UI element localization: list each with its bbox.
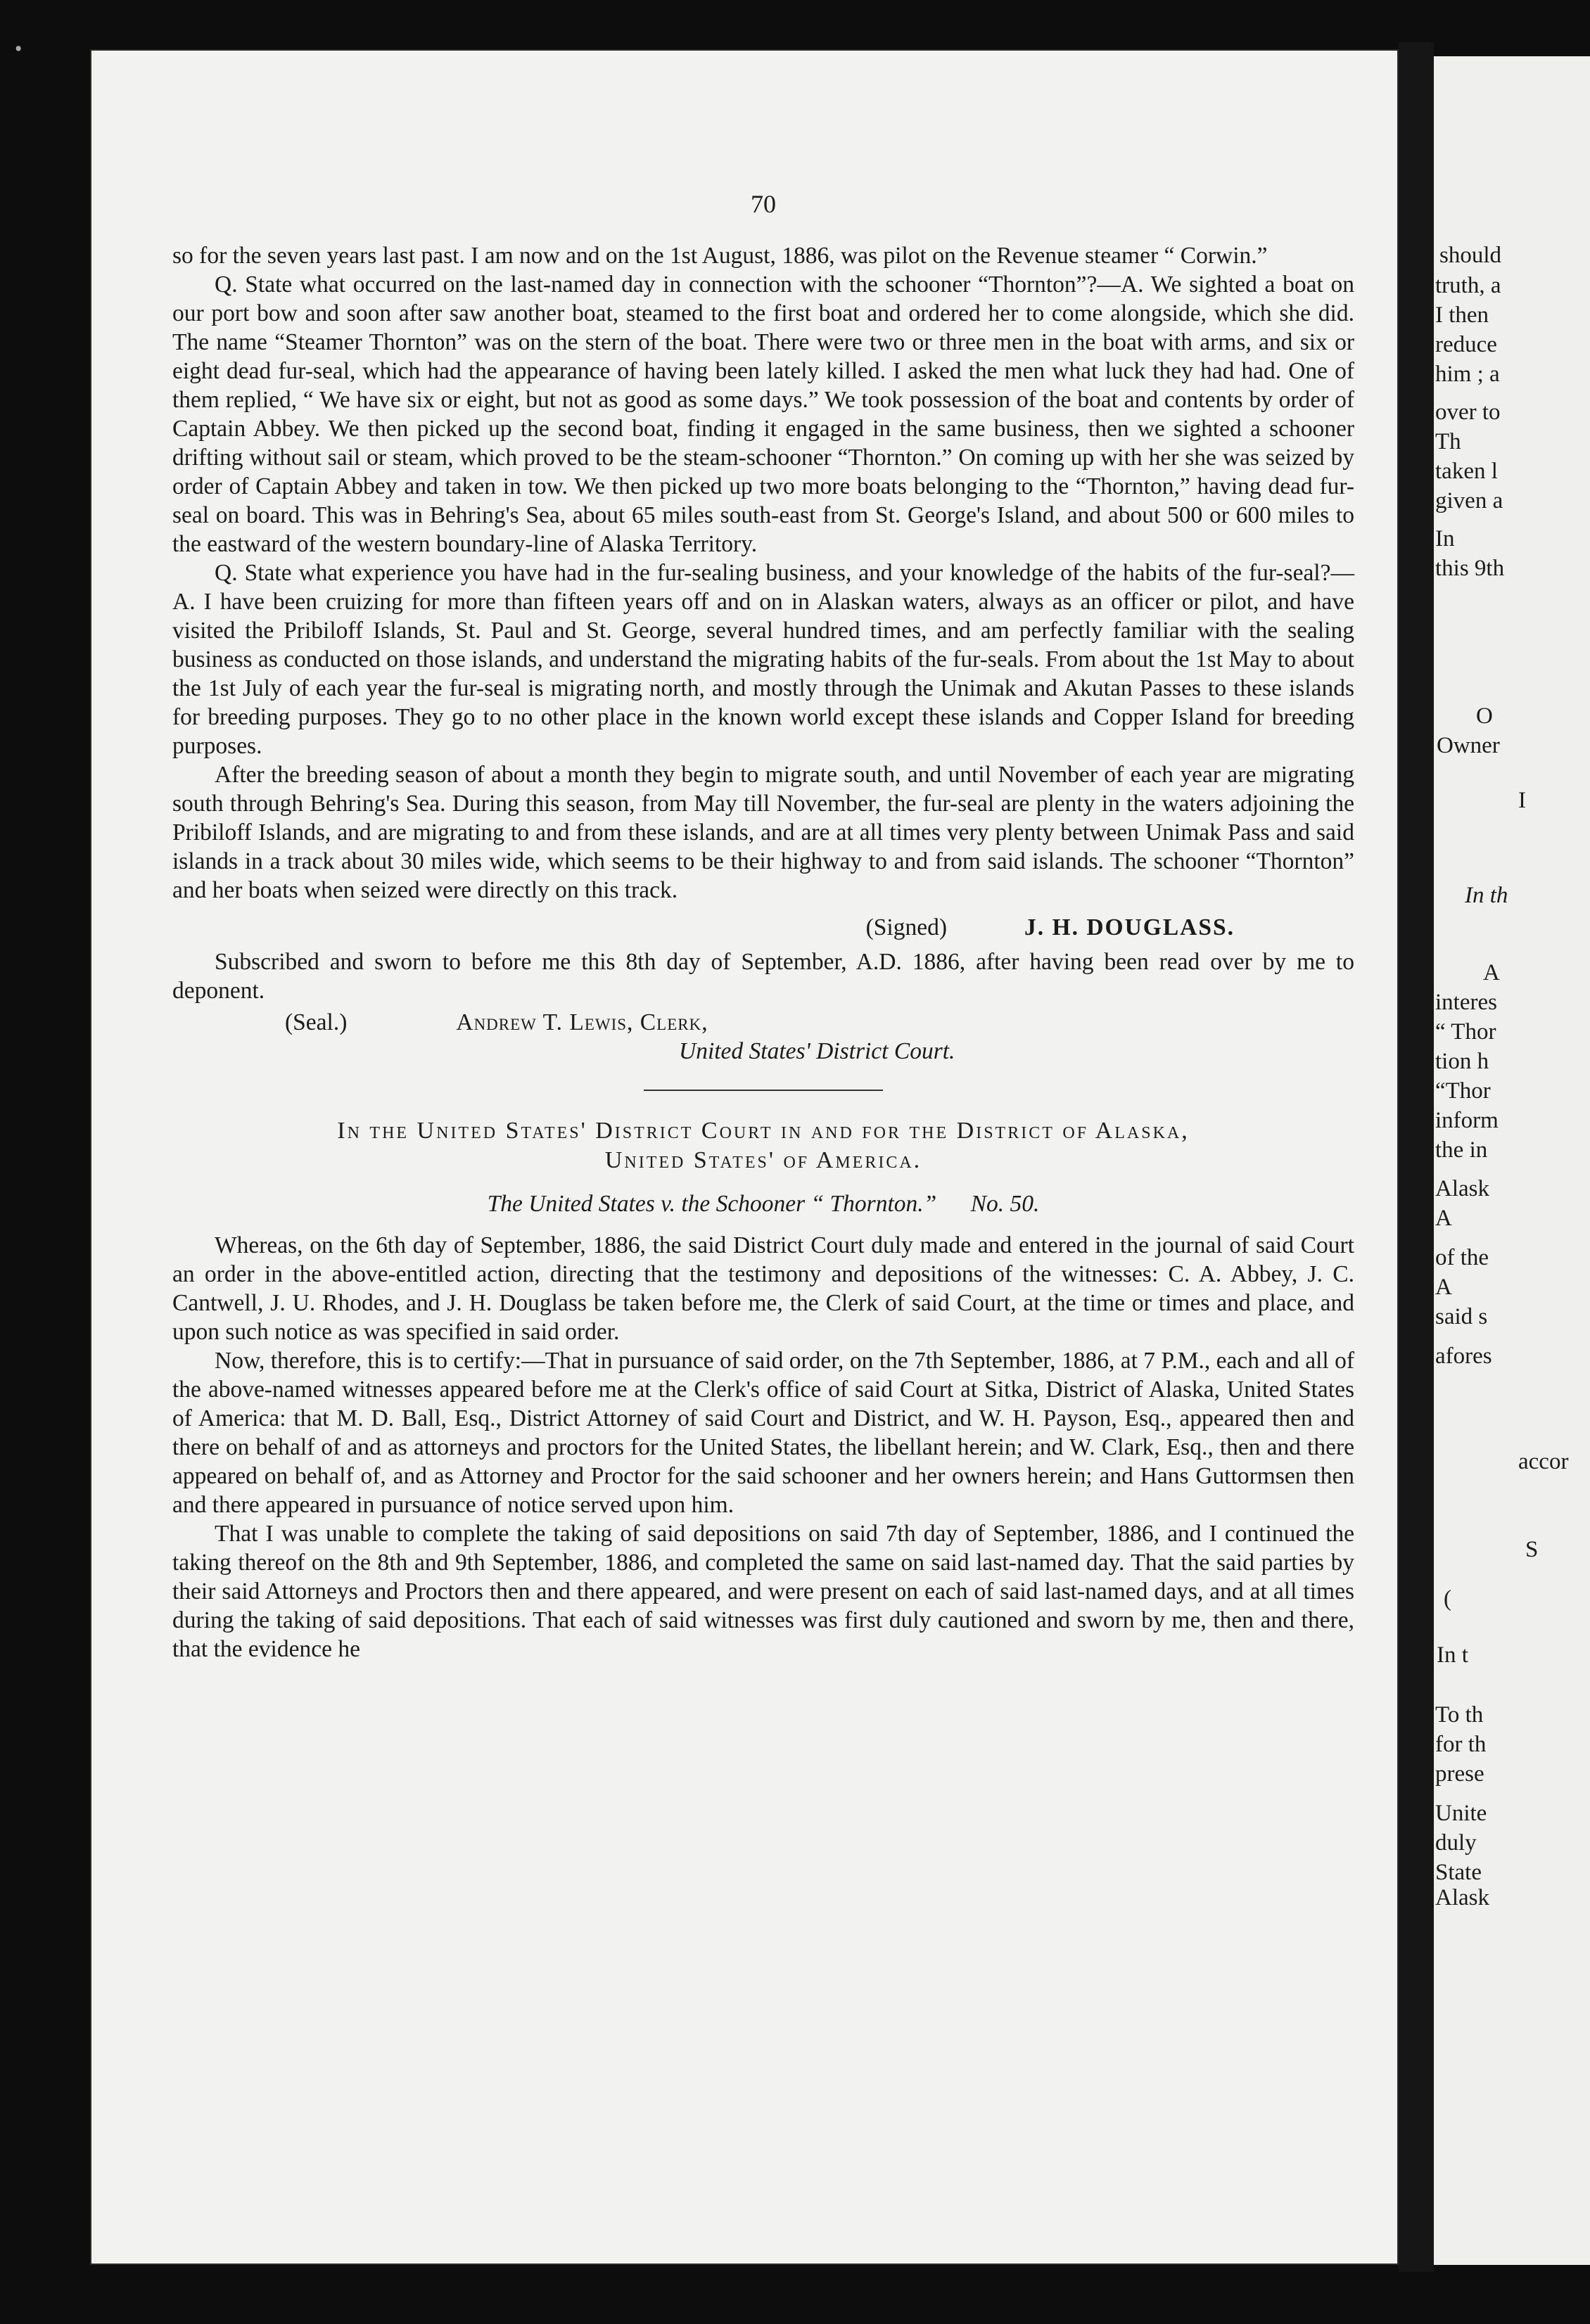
signature-line [172, 913, 1235, 942]
adjacent-page-fragment: State [1435, 1860, 1482, 1885]
paragraph-breeding-season: After the breeding season of about a month they begin to migrate south, and until November of each year are migrating south through Behring's Sea. During this season, from May till November, the fur-seal are plenty in the waters adjoining the Pribiloff Islands, and are migrating to and from these islands, and are at all times very plenty between Unimak Pass and said islands in a track about 30 miles wide, which seems to be their highway to and from said islands. The schooner “Thornton” and her boats when seized were directly on this track. [172, 762, 1354, 903]
adjacent-page-fragment: duly [1435, 1830, 1477, 1856]
adjacent-page-fragment: tion h [1435, 1049, 1489, 1074]
page-number: 70 [751, 190, 776, 218]
court-caption-line-2: United States' of America. [604, 1147, 922, 1173]
adjacent-page-fragment: afores [1435, 1343, 1492, 1369]
adjacent-page-fragment: for th [1435, 1732, 1487, 1757]
adjacent-page-fragment: the in [1435, 1137, 1488, 1163]
adjacent-page-fragment: A [1483, 960, 1500, 985]
main-text-column [172, 190, 1354, 1664]
adjacent-page-fragment: To th [1435, 1702, 1484, 1728]
adjacent-page-fragment: I then [1435, 302, 1489, 328]
adjacent-page-fragment: inform [1435, 1108, 1499, 1133]
adjacent-page-fragment: I [1518, 788, 1526, 813]
adjacent-page-fragment: of the [1435, 1245, 1489, 1270]
adjacent-page-fragment: Alask [1435, 1885, 1489, 1910]
adjacent-page-fragment: Alask [1435, 1176, 1489, 1201]
adjacent-page-fragment: A [1435, 1206, 1452, 1231]
paragraph-continuation: That I was unable to complete the taking of said depositions on said 7th day of September, 1886, and I continued the taking thereof on the 8th and 9th September, 1886, and completed the same on said last-named day. That the said parties by their said Attorneys and Proctors then and there appeared, and were present on each of said last-named days, and at all times during the taking of said depositions. That each of said witnesses was first duly cautioned and sworn by me, then and there, that the evidence he [172, 1521, 1354, 1662]
adjacent-page-fragment: him ; a [1435, 362, 1500, 387]
adjacent-page-fragment: S [1525, 1537, 1539, 1562]
adjacent-page-fragment: “Thor [1435, 1078, 1491, 1104]
adjacent-page-fragment: In [1435, 526, 1455, 551]
margin-marks: ꞏ [14, 33, 23, 65]
adjacent-page-fragment: this 9th [1435, 556, 1505, 581]
clerk-name: Andrew T. Lewis, Clerk, [456, 1009, 708, 1035]
paragraph-whereas: Whereas, on the 6th day of September, 1886, the said District Court duly made and entered in the journal of said Court an order in the above-entitled action, directing that the testimony and depositions of the witnesses: C. A. Abbey, J. C. Cantwell, J. U. Rhodes, and J. H. Douglass be taken before me, the Clerk of said Court, at the time or times and place, and upon such notice as was specified in said order. [172, 1232, 1354, 1345]
case-title-line [172, 1189, 1354, 1218]
adjacent-page-fragment: Th [1435, 429, 1461, 454]
adjacent-page-fragment: In th [1465, 883, 1508, 908]
section-divider [644, 1090, 883, 1091]
adjacent-page-fragment: Unite [1435, 1801, 1487, 1826]
adjacent-page-fragment: reduce [1435, 332, 1497, 357]
paragraph-certify: Now, therefore, this is to certify:—That in pursuance of said order, on the 7th September, 1886, at 7 P.M., each and all of the above-named witnesses appeared before me at the Clerk's office of said Court at Sitka, District of Alaska, United States of America: that M. D. Ball, Esq., District Attorney of said Court and District, and W. H. Payson, Esq., appeared then and there on behalf of and as attorneys and proctors for the United States, the libellant herein; and W. Clark, Esq., then and there appeared on behalf of, and as Attorney and Proctor for the said schooner and her owners herein; and Hans Guttormsen then and there appeared in pursuance of notice served upon him. [172, 1348, 1354, 1518]
signer-name: J. H. DOUGLASS. [1024, 914, 1235, 940]
adjacent-page-fragment: said s [1435, 1304, 1488, 1329]
court-caption-line-1: In the United States' District Court in and for the District of Alaska, [337, 1118, 1190, 1144]
adjacent-page-fragment: given a [1435, 488, 1503, 513]
adjacent-page-fragment: should [1439, 243, 1502, 268]
adjacent-page-fragment: taken l [1435, 459, 1498, 484]
adjacent-page-fragment: In t [1437, 1642, 1468, 1668]
binding-gutter [1399, 42, 1434, 2272]
adjacent-page-fragment: A [1435, 1275, 1452, 1300]
adjacent-page-fragment: O [1476, 703, 1493, 729]
paragraph-intro: so for the seven years last past. I am now and on the 1st August, 1886, was pilot on the Revenue steamer “ Corwin.” [172, 243, 1268, 269]
adjacent-page-fragment: prese [1435, 1761, 1484, 1787]
case-title: The United States v. the Schooner “ Thornton.” [487, 1191, 937, 1217]
adjacent-page-fragment: accor [1518, 1449, 1569, 1474]
adjacent-page-fragment: truth, a [1435, 273, 1501, 298]
signed-label: (Signed) [865, 914, 948, 940]
seal-label: (Seal.) [285, 1009, 348, 1035]
adjacent-page-text [1434, 56, 1590, 2265]
clerk-court: United States' District Court. [679, 1038, 955, 1064]
clerk-block [172, 1008, 1354, 1066]
paragraph-question-1: Q. State what occurred on the last-named day in connection with the schooner “Thornton”?—A. We sighted a boat on our port bow and soon after saw another boat, steamed to the first boat and ordered her to come alongside, which she did. The name “Steamer Thornton” was on the stern of the boat. There were two or three men in the boat with arms, and six or eight dead fur-seal, which had the appearance of having been lately killed. I asked the men what luck they had had. One of them replied, “ We have six or eight, but not as good as some days.” We took possession of the boat and contents by order of Captain Abbey. We then picked up the second boat, finding it engaged in the same business, then we sighted a schooner drifting without sail or steam, which proved to be the steam-schooner “Thornton.” On coming up with her she was seized by order of Captain Abbey and taken in tow. We then picked up two more boats belonging to the “Thornton,” having dead fur-seal on board. This was in Behring's Sea, about 65 miles south-east from St. George's Island, and about 500 or 600 miles to the eastward of the western boundary-line of Alaska Territory. [172, 272, 1354, 557]
adjacent-page-fragment: Owner [1437, 733, 1500, 758]
paragraph-question-2: Q. State what experience you have had in the fur-sealing business, and your knowledge of the habits of the fur-seal?—A. I have been cruizing for more than fifteen years off and on in Alaskan waters, always as an officer or pilot, and have visited the Pribiloff Islands, St. Paul and St. George, several hundred times, and am perfectly familiar with the sealing business as conducted on those islands, and understand the migrating habits of the fur-seals. From about the 1st May to about the 1st July of each year the fur-seal is migrating north, and mostly through the Unimak and Akutan Passes to these islands for breeding purposes. They go to no other place in the known world except these islands and Copper Island for breeding purposes. [172, 560, 1354, 759]
adjacent-page-fragment: over to [1435, 400, 1501, 425]
jurat: Subscribed and sworn to before me this 8th day of September, A.D. 1886, after having been read over by me to deponent. [172, 949, 1354, 1004]
adjacent-page-fragment: interes [1435, 990, 1497, 1015]
adjacent-page-fragment: ( [1444, 1586, 1451, 1611]
case-number: No. 50. [970, 1191, 1040, 1217]
adjacent-page-fragment: “ Thor [1435, 1019, 1496, 1045]
